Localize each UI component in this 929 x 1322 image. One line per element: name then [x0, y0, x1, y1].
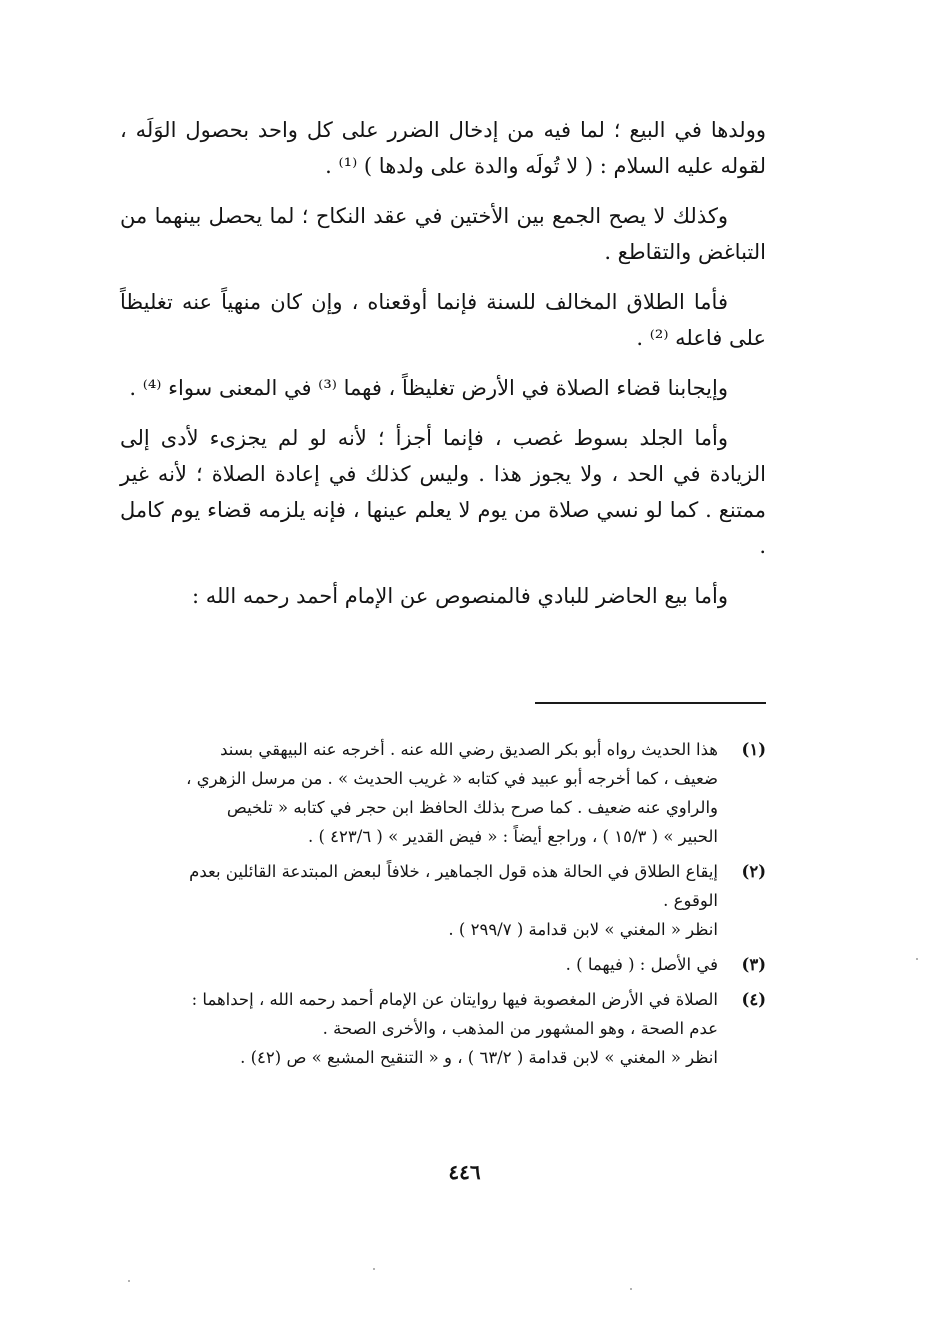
paragraph: وأما الجلد بسوط غصب ، فإنما أجزأ ؛ لأنه لو لم يجزىء لأدى إلى الزيادة في الحد ، ولا يجوز هذا . وليس كذلك في إعادة الصلاة ؛ لأنه غير ممتنع . كما لو نسي صلاة من يوم لا يعلم عينها ، فإنه يلزمه قضاء يوم كامل . [120, 426, 766, 558]
paragraph: وأما بيع الحاضر للبادي فالمنصوص عن الإمام أحمد رحمه الله : [192, 584, 728, 608]
footnote-line: الوقوع . [663, 891, 718, 910]
footnote-text [120, 857, 718, 944]
footnote-number: (٣) [741, 955, 766, 974]
footnote-line: والراوي عنه ضعيف . كما صرح بذلك الحافظ ابن حجر في كتابه « تلخيص [226, 798, 718, 817]
paragraph: فأما الطلاق المخالف للسنة فإنما أوقعناه ، وإن كان منهياً عنه تغليظاً على فاعله ⁽²⁾ . [120, 290, 766, 350]
footnote-2 [120, 857, 766, 944]
paragraph: وكذلك لا يصح الجمع بين الأختين في عقد النكاح ؛ لما يحصل بينهما من التباغض والتقاطع . [120, 204, 766, 264]
footnote-line: انظر « المغني » لابن قدامة ( ٢٩٩/٧ ) . [448, 920, 718, 939]
footnote-line: عدم الصحة ، وهو المشهور من المذهب ، والأخرى الصحة . [322, 1019, 718, 1038]
footnote-line: الصلاة في الأرض المغصوبة فيها روايتان عن الإمام أحمد رحمه الله ، إحداهما : [191, 990, 718, 1009]
scan-speck [630, 1288, 632, 1290]
paragraph: وولدها في البيع ؛ لما فيه من إدخال الضرر على كل واحد بحصول الوَلَه ، لقوله عليه السلام : ( لا تُولَه والدة على ولدها ) ⁽¹⁾ . [120, 118, 766, 178]
footnote-line: الحبير » ( ١٥/٣ ) ، وراجع أيضاً : « فيض القدير » ( ٤٢٣/٦ ) . [308, 827, 718, 846]
footnote-text [120, 950, 718, 979]
footnote-line: إيقاع الطلاق في الحالة هذه قول الجماهير ، خلافاً لبعض المبتدعة القائلين بعدم [189, 862, 718, 881]
scan-speck [128, 1280, 130, 1282]
footnote-number: (٢) [741, 862, 766, 881]
paragraph: وإيجابنا قضاء الصلاة في الأرض تغليظاً ، فهما ⁽³⁾ في المعنى سواء ⁽⁴⁾ . [129, 376, 728, 400]
scan-speck [373, 1268, 375, 1270]
footnote-3 [120, 950, 766, 979]
footnote-divider [535, 702, 766, 704]
page-number: ٤٤٦ [448, 1160, 481, 1184]
footnote-text [120, 735, 718, 851]
footnote-number: (١) [741, 740, 766, 759]
footnotes [120, 735, 766, 1078]
footnote-line: ضعيف ، كما أخرجه أبو عبيد في كتابه « غريب الحديث » . من مرسل الزهري ، [186, 769, 718, 788]
footnote-line: في الأصل : ( فيهما ) . [565, 955, 718, 974]
footnote-line: انظر « المغني » لابن قدامة ( ٦٣/٢ ) ، و « التنقيح المشبع » ص (٤٢) . [240, 1048, 718, 1067]
scan-speck [916, 958, 918, 960]
main-text [120, 112, 766, 628]
footnote-number: (٤) [741, 990, 766, 1009]
footnote-text [120, 985, 718, 1072]
footnote-line: هذا الحديث رواه أبو بكر الصديق رضي الله عنه . أخرجه عنه البيهقي بسند [220, 740, 718, 759]
footnote-4 [120, 985, 766, 1072]
footnote-1 [120, 735, 766, 851]
